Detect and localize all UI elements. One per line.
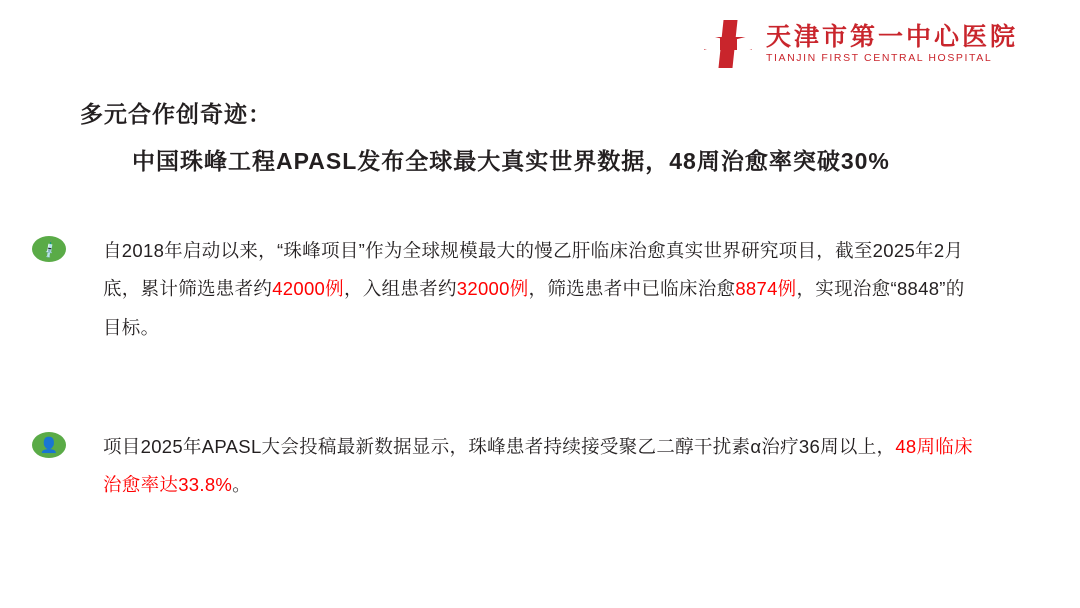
highlighted-figure: 8874例 (735, 278, 797, 300)
logo-text (766, 24, 1018, 64)
body-text-run: ，筛选患者中已临床治愈 (528, 278, 736, 300)
body-text-run: ，实现治愈“8848”的目标。 (103, 278, 965, 338)
body-text-run: 自2018年启动以来，“珠峰项目”作为全球规模最大的慢乙肝临床治愈真实世界研究项目，截至2025年2月底，累计筛选患者约 (103, 240, 964, 300)
title-line-1: 多元合作创奇迹： (80, 101, 272, 127)
page-title (80, 96, 1020, 176)
person-icon: 👤 (32, 432, 66, 458)
red-cross-icon (702, 18, 754, 70)
title-line-2: 中国珠峰工程APASL发布全球最大真实世界数据，48周治愈率突破30% (132, 148, 890, 174)
body-text-run: ，入组患者约 (343, 278, 457, 300)
list-item (32, 232, 1042, 347)
bullet-text-2 (103, 428, 983, 505)
highlighted-figure: 48周临床治愈率达33.8% (103, 436, 973, 496)
body-text-run: 。 (232, 474, 251, 496)
hospital-name-cn: 天津市第一中心医院 (765, 22, 1018, 51)
bullet-text-1 (103, 232, 983, 347)
highlighted-figure: 32000例 (456, 278, 529, 300)
hospital-logo (702, 18, 1018, 70)
syringe-icon: 💉 (32, 236, 66, 262)
hospital-name-en: TIANJIN FIRST CENTRAL HOSPITAL (765, 52, 993, 65)
list-item (32, 428, 1042, 505)
body-text-run: 项目2025年APASL大会投稿最新数据显示，珠峰患者持续接受聚乙二醇干扰素α治疗36周以上， (103, 436, 896, 457)
highlighted-figure: 42000例 (272, 278, 344, 300)
